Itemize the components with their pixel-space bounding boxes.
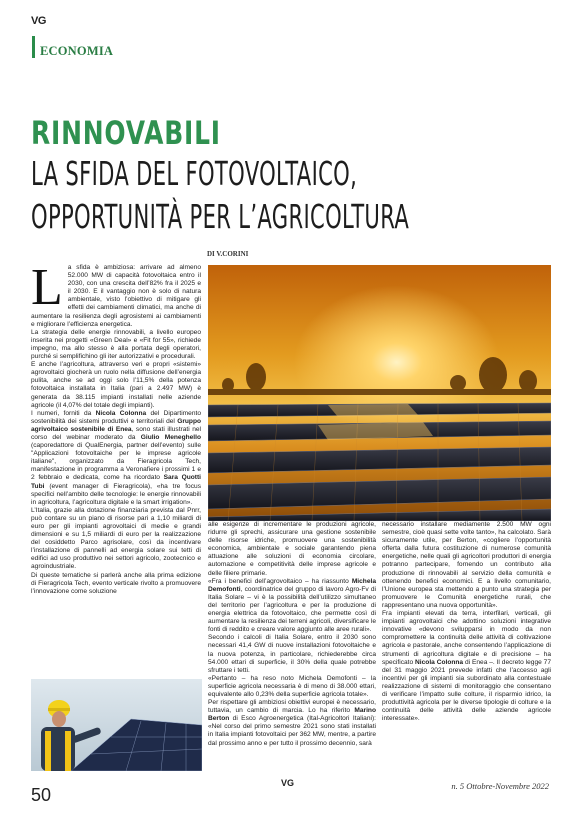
article-column-3 [382,521,551,723]
paragraph: «Fra i benefici dell’agrovoltaico – ha riassunto Michela Demofonti, coordinatrice del gruppo di lavoro Agro-Fv di Italia Solare – vi è la possibilità dell’utilizzo simultaneo del territorio per l’agricoltura e per la produzione di energia elettrica da fotovoltaico, che permette così di aumentare la resilienza dei terreni agricoli, diversificare le fonti di reddito e creare valore aggiunto alle aree rurali». [208,577,376,634]
article-column-1 [31,259,201,596]
paragraph: alle esigenze di incrementare le produzioni agricole, ridurre gli sprechi, assicurare una gestione sostenibile delle risorse idriche, promuovere una sostenibilità economica, ambientale e sociale garantendo piena attuazione alle soluzioni di economia circolare, automazione e competitività delle imprese agricole e delle filiere primarie. [208,521,376,577]
article-title-line1: LA SFIDA DEL FOTOVOLTAICO, [31,154,358,193]
magazine-logo: VG [31,15,46,27]
drop-cap: L [31,259,63,316]
paragraph: L’Italia, grazie alla dotazione finanziaria prevista dal Pnrr, può contare su un piano di risorse pari a 1,10 miliardi di euro per gli impianti agrovoltaici di medie e grandi dimensioni e su 1,5 miliardi di euro per la realizzazione del cosiddetto Parco agrisolare, così da incentivare l’installazione di pannelli ad energia solare sui tetti di edifici ad uso produttivo nei settori agricolo, zootecnico e agroindustriale. [31,506,201,571]
paragraph: Fra impianti elevati da terra, interfilari, verticali, gli impianti agrovoltaici che adottino soluzioni integrative innovative «devono svilupparsi in modo da non compromettere la continuità delle attività di coltivazione agricola e pastorale, anche consentendo l’applicazione di strumenti di agricoltura digitale e di precisione – ha specificato Nicola Colonna di Enea –. Il decreto legge 77 del 31 maggio 2021 prevede infatti che l’accesso agli incentivi per gli impianti sia subordinato alla contestuale realizzazione di sistemi di monitoraggio che consentano di verificare l’impatto sulle colture, il risparmio idrico, la produttività agricola per le diverse tipologie di colture e la continuità delle attività delle aziende agricole interessate». [382,610,551,723]
article-title-line2: OPPORTUNITÀ PER L’AGRICOLTURA [31,197,410,236]
paragraph: «Pertanto – ha reso noto Michela Demofonti – la superficie agricola necessaria è di meno di 38.000 ettari, equivalente allo 0,23% della superficie agricola totale». [208,674,376,698]
page-number: 50 [31,785,52,805]
worker-installing-panels-photo [31,679,202,771]
paragraph: Di queste tematiche si parlerà anche alla prima edizione di Fieragricola Tech, evento verticale rivolto a promuovere l’innovazione come soluzione [31,571,201,595]
paragraph: I numeri, forniti da Nicola Colonna del Dipartimento sostenibilità dei sistemi produttivi e territoriali del Gruppo agrivoltaico sostenibile di Enea, sono stati illustrati nel corso del webinar moderato da Giulio Meneghello (caporedattore di QualEnergia, partner dell’evento) sulle "Applicazioni fotovoltaiche per le imprese agricole italiane", organizzato da Fieragricola Tech, manifestazione in programma a Veronafiere i prossimi 1 e 2 febbraio e dedicata, come ha ricordato Sara Quotti Tubi (event manager di Fieragricola), «ha tre focus specifici nell’ambito delle tecnologie: le energie rinnovabili in agricoltura, l’agricoltura digitale e la smart irrigation». [31,409,201,506]
paragraph: Per rispettare gli ambiziosi obiettivi europei è necessario, tuttavia, un cambio di marcia. Lo ha riferito Marino Berton di Esco Agroenergetica (Ital-Agricoltori Italiani): «Nel corso del primo semestre 2021 sono stati installati in Italia impianti fotovoltaici per 362 MW, mentre, a partire dal prossimo anno e per tutto il prossimo decennio, sarà [208,699,376,747]
paragraph: E anche l’agricoltura, attraverso veri e propri «sistemi» agrovoltaici giocherà un ruolo nella diffusione dell’energia pulita, anche se ad oggi solo l’11,5% della potenza fotovoltaica installata in Italia (pari a 2.497 MW) è generata da 38.115 impianti installati nelle aziende agricole (il 4,07% del totale degli impianti). [31,361,201,409]
intro-paragraph: a sfida è ambiziosa: arrivare ad almeno 52.000 MW di capacità fotovoltaica entro il 2030, con una crescita dell’82% fra il 2025 e il 2030. E il vantaggio non è solo di natura ambientale, visto l’obiettivo di mitigare gli effetti dei cambiamenti climatici, ma anche di aumentare la resilienza degli agrosistemi ai cambiamenti e migliorare l’efficienza energetica. [31,264,201,328]
section-accent-bar [32,36,35,58]
issue-info: n. 5 Ottobre-Novembre 2022 [451,781,549,791]
paragraph: La strategia delle energie rinnovabili, a livello europeo inserita nei progetti «Green Deal» e «Fit for 55», richiede impegno, ma allo stesso è alla portata degli operatori, purché si semplifichino gli iter autorizzativi e procedurali. [31,328,201,361]
paragraph: Secondo i calcoli di Italia Solare, entro il 2030 sono necessari 41,4 GW di nuove installazioni fotovoltaiche e la nuova potenza, in particolare, richiederebbe circa 54.000 ettari di superficie, il 30% della quale potrebbe sfruttare i tetti. [208,634,376,674]
section-label: ECONOMIA [40,44,114,58]
solar-field-sunrise-photo [208,265,551,521]
article-column-2 [208,521,376,748]
article-byline: DI V.CORINI [207,250,249,258]
paragraph: necessario installare mediamente 2.500 MW ogni semestre, cioè quasi sette volte tanto», ha calcolato. Sarà sicuramente utile, per Berton, «cogliere l’opportunità offerta dalla futura costituzione di numerose comunità energetiche, nelle quali gli agricoltori produttori di energia potranno partecipare, fornendo un contributo alla produzione di rinnovabili al servizio della comunità e ottenendo benefici economici. E a livello comunitario, l’Unione europea sta mettendo a punto una strategia per promuovere le Comunità energetiche rurali, che rappresentano una nuova opportunità». [382,521,551,609]
footer-logo: VG [281,778,295,788]
article-kicker: RINNOVABILI [31,114,221,152]
